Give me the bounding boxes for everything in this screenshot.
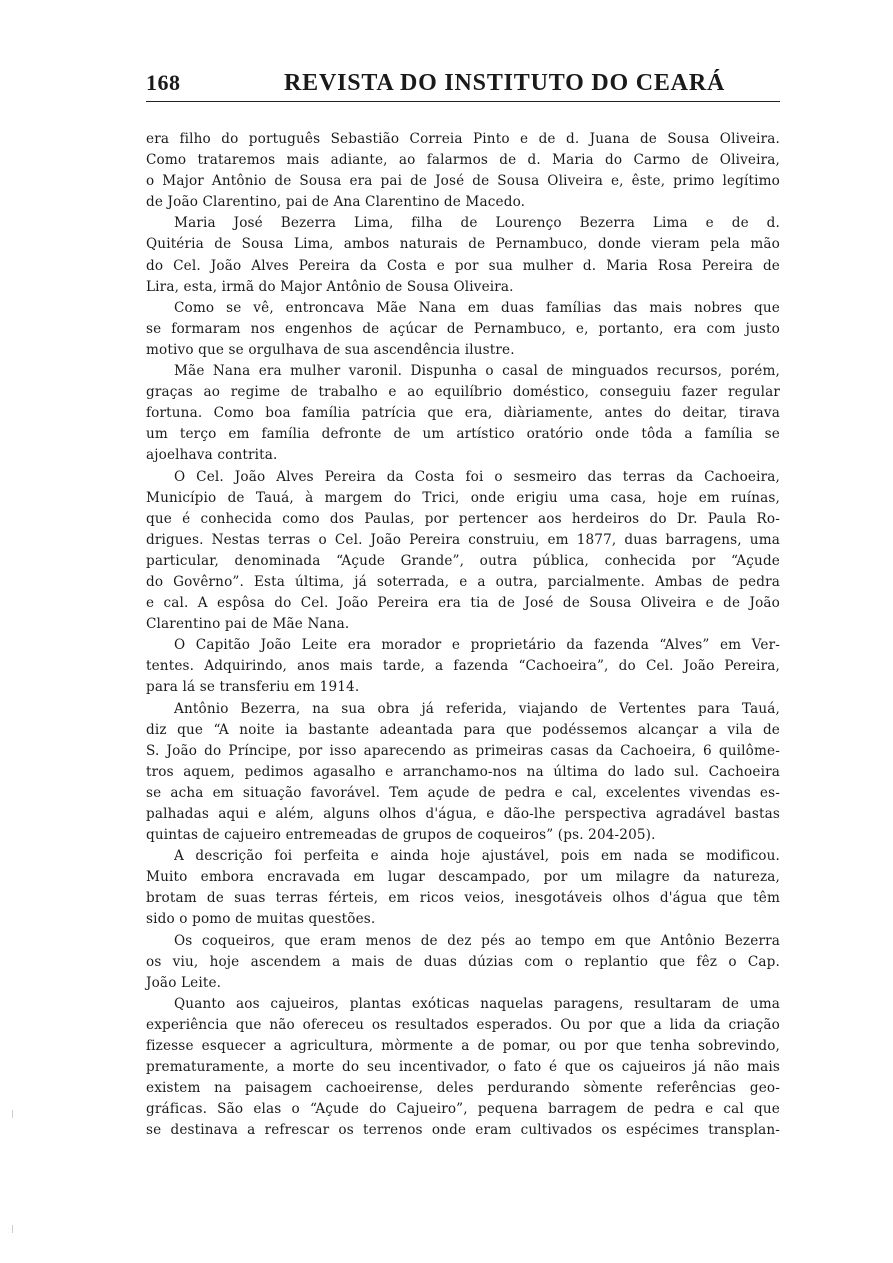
text-line: que é conhecida como dos Paulas, por pertencer aos herdeiros do Dr. Paula Ro-: [146, 510, 780, 527]
text-line: o Major Antônio de Sousa era pai de José de Sousa Oliveira e, êste, primo legítimo: [146, 173, 780, 190]
text-line: existem na paisagem cachoeirense, deles perdurando sòmente referências geo-: [146, 1080, 780, 1097]
text-line: se destinava a refrescar os terrenos onde eram cultivados os espécimes transplan-: [146, 1122, 780, 1139]
text-line: O Capitão João Leite era morador e proprietário da fazenda “Alves” em Ver-: [174, 637, 780, 654]
body-text: [146, 129, 780, 1142]
text-line: Muito embora encravada em lugar descampado, por um milagre da natureza,: [146, 869, 780, 886]
text-line: João Leite.: [146, 974, 222, 991]
text-line: do Govêrno”. Esta última, já soterrada, e a outra, parcialmente. Ambas de pedra: [146, 573, 780, 590]
text-line: Maria José Bezerra Lima, filha de Lourenço Bezerra Lima e de d.: [174, 215, 780, 232]
text-line: motivo que se orgulhava de sua ascendência ilustre.: [146, 341, 515, 358]
text-line: Os coqueiros, que eram menos de dez pés ao tempo em que Antônio Bezerra: [174, 932, 780, 949]
text-line: experiência que não ofereceu os resultados esperados. Ou por que a lida da criação: [146, 1016, 780, 1033]
text-line: fortuna. Como boa família patrícia que era, diàriamente, antes do deitar, tirava: [146, 405, 780, 422]
text-line: sido o pomo de muitas questões.: [146, 911, 376, 928]
text-line: drigues. Nestas terras o Cel. João Pereira construiu, em 1877, duas barragens, uma: [146, 531, 780, 548]
scan-edge-mark: [12, 1110, 13, 1118]
text-line: quintas de cajueiro entremeadas de grupos de coqueiros” (ps. 204-205).: [146, 827, 656, 844]
text-line: tentes. Adquirindo, anos mais tarde, a fazenda “Cachoeira”, do Cel. João Pereira,: [146, 658, 780, 675]
text-line: Como se vê, entroncava Mãe Nana em duas famílias das mais nobres que: [174, 299, 780, 316]
text-line: A descrição foi perfeita e ainda hoje ajustável, pois em nada se modificou.: [174, 848, 780, 865]
text-line: Quitéria de Sousa Lima, ambos naturais de Pernambuco, donde vieram pela mão: [146, 236, 780, 253]
text-line: era filho do português Sebastião Correia Pinto e de d. Juana de Sousa Oliveira.: [146, 131, 780, 147]
text-line: Antônio Bezerra, na sua obra já referida, viajando de Vertentes para Tauá,: [174, 700, 780, 717]
text-line: para lá se transferiu em 1914.: [146, 679, 360, 696]
page-header: [146, 70, 780, 104]
header-rule: [146, 101, 780, 102]
text-line: se acha em situação favorável. Tem açude de pedra e cal, excelentes vivendas es-: [146, 784, 780, 801]
text-line: Mãe Nana era mulher varonil. Dispunha o casal de minguados recursos, porém,: [174, 363, 780, 380]
text-line: brotam de suas terras férteis, em ricos veios, inesgotáveis olhos d'água que têm: [146, 890, 780, 907]
text-line: Lira, esta, irmã do Major Antônio de Sousa Oliveira.: [146, 278, 514, 295]
scan-edge-mark: [12, 1225, 13, 1233]
text-line: fizesse esquecer a agricultura, mòrmente a de pomar, ou por que tenha sobrevindo,: [146, 1038, 780, 1055]
text-line: S. João do Príncipe, por isso aparecendo as primeiras casas da Cachoeira, 6 quilôme-: [146, 742, 780, 759]
text-line: palhadas aqui e além, alguns olhos d'água, e dão-lhe perspectiva agradável bastas: [146, 806, 780, 822]
text-line: particular, denominada “Açude Grande”, outra pública, conhecida por “Açude: [146, 552, 780, 569]
text-line: Município de Tauá, à margem do Trici, onde erigiu uma casa, hoje em ruínas,: [146, 489, 780, 506]
text-line: Clarentino pai de Mãe Nana.: [146, 616, 350, 633]
text-line: Quanto aos cajueiros, plantas exóticas naquelas paragens, resultaram de uma: [174, 995, 780, 1012]
text-line: e cal. A espôsa do Cel. João Pereira era tia de José de Sousa Oliveira e de João: [146, 595, 780, 612]
text-line: diz que “A noite ia bastante adeantada para que podéssemos alcançar a vila de: [146, 721, 780, 738]
text-line: do Cel. João Alves Pereira da Costa e por sua mulher d. Maria Rosa Pereira de: [146, 257, 780, 274]
text-line: Como trataremos mais adiante, ao falarmos de d. Maria do Carmo de Oliveira,: [146, 152, 780, 169]
text-line: de João Clarentino, pai de Ana Clarentino de Macedo.: [146, 194, 526, 211]
text-line: os viu, hoje ascendem a mais de duas dúzias com o replantio que fêz o Cap.: [146, 953, 780, 970]
text-line: tros aquem, pedimos agasalho e arranchamo-nos na última do lado sul. Cachoeira: [146, 763, 780, 780]
text-line: O Cel. João Alves Pereira da Costa foi o sesmeiro das terras da Cachoeira,: [174, 468, 780, 485]
page-number: 168: [146, 70, 181, 95]
text-line: gráficas. São elas o “Açude do Cajueiro”, pequena barragem de pedra e cal que: [146, 1101, 780, 1118]
running-title: REVISTA DO INSTITUTO DO CEARÁ: [284, 70, 726, 96]
text-line: graças ao regime de trabalho e ao equilíbrio doméstico, conseguiu fazer regular: [146, 384, 780, 401]
text-line: um terço em família defronte de um artístico oratório onde tôda a família se: [146, 426, 780, 443]
text-line: ajoelhava contrita.: [146, 447, 278, 464]
text-line: prematuramente, a morte do seu incentivador, o fato é que os cajueiros já não mais: [146, 1059, 780, 1076]
text-line: se formaram nos engenhos de açúcar de Pernambuco, e, portanto, era com justo: [146, 320, 780, 337]
